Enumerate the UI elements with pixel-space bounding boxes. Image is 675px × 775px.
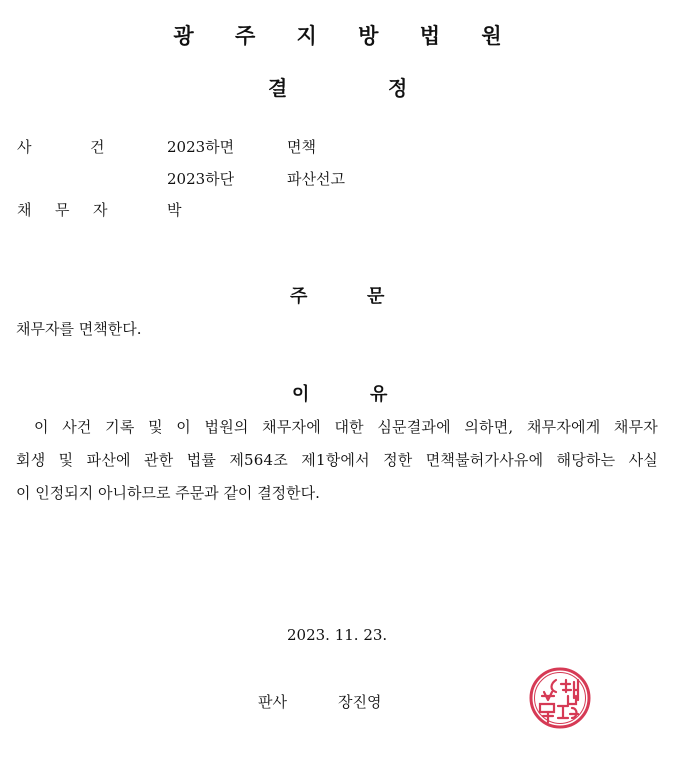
reason-line-2: 회생 및 파산에 관한 법률 제564조 제1항에서 정한 면책불허가사유에 해당하는 사실 (16, 451, 658, 469)
case-name-2: 파산선고 (287, 170, 345, 188)
case-label-second-char: 건 (90, 138, 105, 156)
case-number-1: 2023하면 (167, 138, 235, 156)
order-heading-right: 문 (367, 286, 385, 307)
decision-title-left: 결 (268, 76, 288, 100)
debtor-name: 박 (167, 201, 182, 219)
decision-title-right: 정 (388, 76, 408, 100)
case-name-1: 면책 (287, 138, 316, 156)
judge-name: 장진영 (338, 693, 382, 711)
order-heading-left: 주 (290, 286, 308, 307)
order-text: 채무자를 면책한다. (16, 320, 142, 338)
reason-line-1: 이 사건 기록 및 이 법원의 채무자에 대한 심문결과에 의하면, 채무자에게 채무자 (34, 418, 658, 436)
decision-date: 2023. 11. 23. (287, 626, 388, 644)
reason-heading-left: 이 (292, 384, 310, 405)
judge-title: 판사 (258, 693, 287, 711)
case-label-first-char: 사 (17, 138, 32, 156)
debtor-label-char-1: 채 (17, 201, 32, 219)
judge-seal-stamp-icon (528, 666, 592, 730)
debtor-label-char-2: 무 (55, 201, 70, 219)
reason-heading-right: 유 (370, 384, 388, 405)
debtor-label-char-3: 자 (93, 201, 108, 219)
case-number-2: 2023하단 (167, 170, 235, 188)
court-name: 광 주 지 방 법 원 (173, 24, 519, 48)
reason-line-3: 이 인정되지 아니하므로 주문과 같이 결정한다. (16, 484, 320, 502)
